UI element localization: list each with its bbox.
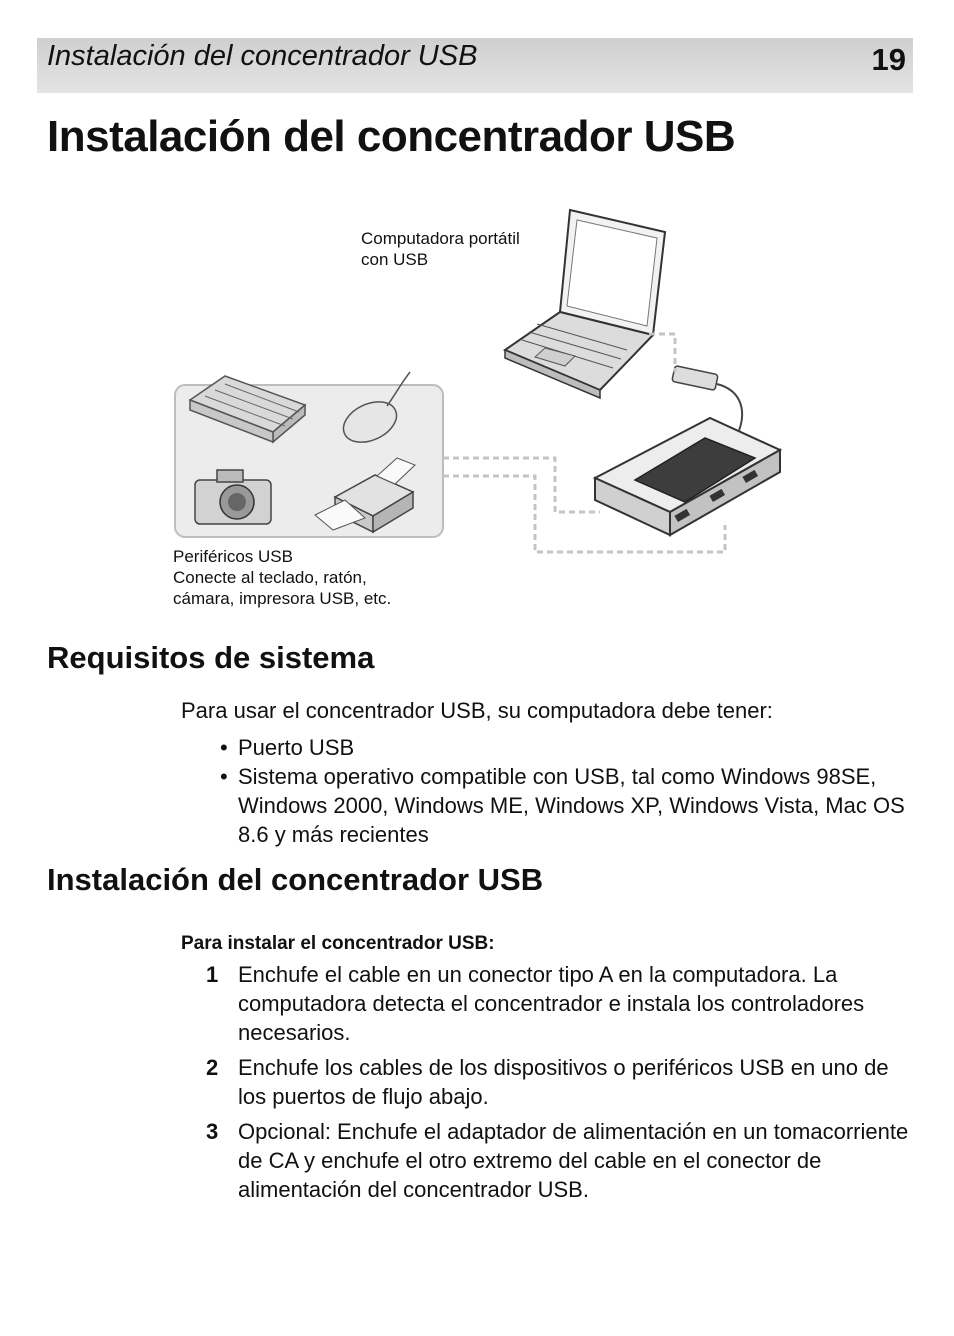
page-title: Instalación del concentrador USB xyxy=(47,112,736,161)
usb-hub-icon xyxy=(595,418,780,535)
step-number: 2 xyxy=(206,1055,219,1080)
requirements-heading: Requisitos de sistema xyxy=(47,640,375,675)
step-text: Opcional: Enchufe el adaptador de alimentación en un tomacorriente de CA y enchufe el otro extremo del cable en el conector de alimentación del concentrador USB. xyxy=(238,1119,909,1202)
laptop-label xyxy=(361,228,520,270)
laptop-label-line: con USB xyxy=(361,250,429,269)
list-item xyxy=(218,733,918,762)
step-text: Enchufe el cable en un conector tipo A en la computadora. La computadora detecta el concentrador e instala los controladores necesarios. xyxy=(238,962,865,1045)
list-item-text: Sistema operativo compatible con USB, tal como Windows 98SE, Windows 2000, Windows ME, Windows XP, Windows Vista, Mac OS 8.6 y más recientes xyxy=(238,764,905,847)
step-item xyxy=(200,1117,910,1204)
requirements-intro: Para usar el concentrador USB, su computadora debe tener: xyxy=(181,698,773,723)
step-number: 3 xyxy=(206,1119,219,1144)
installation-steps xyxy=(200,960,910,1210)
connection-diagram xyxy=(165,200,795,620)
step-item xyxy=(200,960,910,1047)
bullet-icon: • xyxy=(220,735,228,760)
peripherals-label-line: cámara, impresora USB, etc. xyxy=(173,589,392,608)
peripherals-label xyxy=(173,546,391,609)
step-number: 1 xyxy=(206,962,219,987)
list-item xyxy=(218,762,918,849)
requirements-list xyxy=(218,733,918,849)
step-text: Enchufe los cables de los dispositivos o periféricos USB en uno de los puertos de flujo abajo. xyxy=(238,1055,889,1109)
laptop-icon xyxy=(505,210,665,398)
laptop-label-line: Computadora portátil xyxy=(361,229,520,248)
procedure-title: Para instalar el concentrador USB: xyxy=(181,933,495,954)
bullet-icon: • xyxy=(220,764,228,789)
step-item xyxy=(200,1053,910,1111)
list-item-text: Puerto USB xyxy=(238,735,355,760)
page-number: 19 xyxy=(871,42,906,77)
installation-heading: Instalación del concentrador USB xyxy=(47,862,544,897)
peripherals-label-line: Periféricos USB xyxy=(173,547,293,566)
peripherals-label-line: Conecte al teclado, ratón, xyxy=(173,568,367,587)
running-header-title: Instalación del concentrador USB xyxy=(47,40,478,72)
